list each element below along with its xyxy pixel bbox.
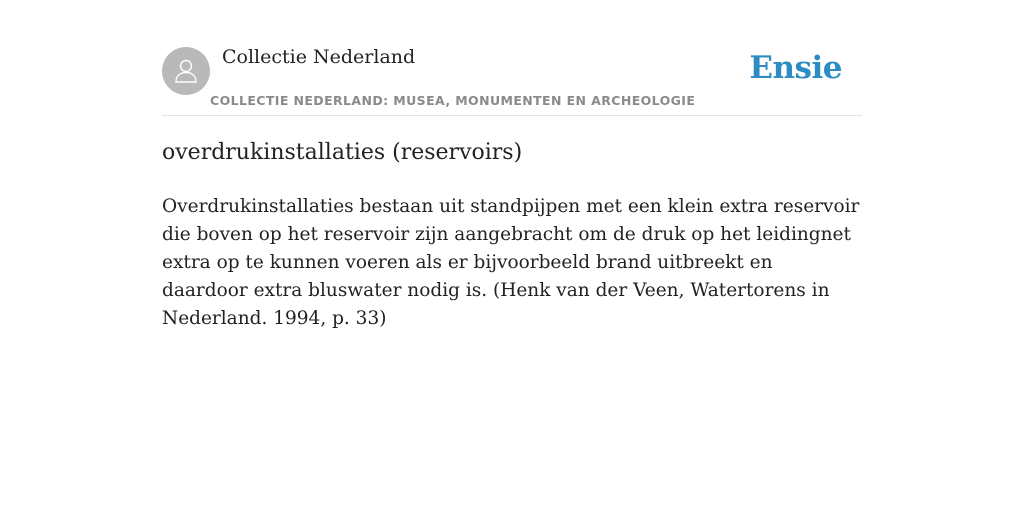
user-icon	[172, 57, 200, 85]
article-body: Overdrukinstallaties bestaan uit standpijpen met een klein extra reservoir die boven op het reservoir zijn aangebracht om de druk op het leidingnet extra op te kunnen voeren als er bijvoorbeeld brand uitbreekt en daardoor extra bluswater nodig is. (Henk van der Veen, Watertorens in Nederland. 1994, p. 33)	[162, 196, 860, 329]
page-container	[162, 0, 862, 329]
author-name[interactable]: Collectie Nederland	[222, 46, 416, 68]
category-label[interactable]: COLLECTIE NEDERLAND: MUSEA, MONUMENTEN EN ARCHEOLOGIE	[210, 93, 696, 108]
page-title: overdrukinstallaties (reservoirs)	[162, 140, 523, 165]
header	[162, 0, 862, 116]
ensie-logo[interactable]: Ensie	[749, 50, 842, 86]
avatar[interactable]	[162, 47, 210, 95]
